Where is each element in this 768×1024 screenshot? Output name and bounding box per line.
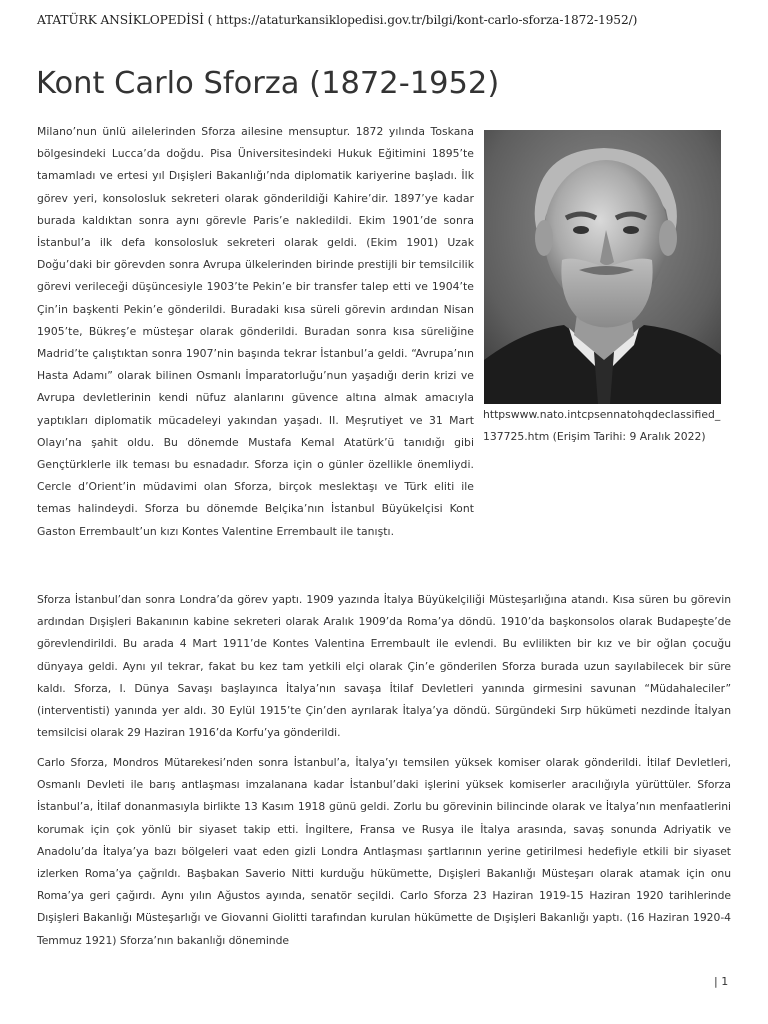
intro-paragraph: Milano’nun ünlü ailelerinden Sforza ailesine mensuptur. 1872 yılında Toskana bölgesindeki Lucca’da doğdu. Pisa Üniversitesindeki Hukuk Eğitimini 1895’te tamamladı ve ertesi yıl Dışişleri Bakanlığı’nda diplomatik kariyerine başladı. İlk görev yeri, konsolosluk sekreteri olarak gönderildiği Kahire’dir. 1897’ye kadar burada kaldıktan sonra aynı görevle Paris’e nakledildi. Ekim 1901’de sonra İstanbul’a ilk defa konsolosluk sekreteri olarak geldi. (Ekim 1901) Uzak Doğu’daki bir görevden sonra Avrupa ülkelerinden birinde prestijli bir temsilcilik görevi verileceği düşüncesiyle 1903’te Pekin’e bir transfer talep etti ve 1904’te Çin’in başkenti Pekin’e gönderildi. Buradaki kısa süreli görevin ardından Nisan 1905’te, Bükreş’e müsteşar olarak gönderildi. Buradan sonra kısa süreliğine Madrid’te çalıştıktan sonra 1907’nin başında tekrar İstanbul’a geldi. “Avrupa’nın Hasta Adamı” olarak bilinen Osmanlı İmparatorluğu’nun yaşadığı derin krizi ve Avrupa devletlerinin kendi nüfuz alanlarını güvence altına almak amacıyla yaptıkları diplomatik mücadeleyi yakından yaşadı. II. Meşrutiyet ve 31 Mart Olayı’na şahit oldu. Bu dönemde Mustafa Kemal Atatürk’ü tanıdığı gibi Gençtürklerle ilk teması bu esnadadır. Sforza için o günler özellikle önemliydi. Cercle d’Orient’in müdavimi olan Sforza, birçok meslektaşı ve Türk eliti ile temas halindeydi. Sforza bu dönemde Belçika’nın İstanbul Büyükelçisi Kont Gaston Errembault’un kızı Kontes Valentine Errembault ile tanıştı. [37, 125, 474, 538]
body-paragraph-1: Sforza İstanbul’dan sonra Londra’da görev yaptı. 1909 yazında İtalya Büyükelçiliği Müsteşarlığına atandı. Kısa süren bu görevin ardından Dışişleri Bakanının kabine sekreteri olarak Aralık 1909’da Roma’ya döndü. 1910’da başkonsolos olarak Budapeşte’de görevlendirildi. Bu arada 4 Mart 1911’de Kontes Valentina Errembault ile evlendi. Bu evlilikten bir kız ve bir oğlan çocuğu dünyaya geldi. Aynı yıl tekrar, fakat bu kez tam yetkili elçi olarak Çin’e gönderilen Sforza burada uzun sayılabilecek bir süre kaldı. Sforza, I. Dünya Savaşı başlayınca İtalya’nın savaşa İtilaf Devletleri yanında girmesini savunan “Müdahaleciler” (interventisti) yanında yer aldı. 30 Eylül 1915’te Çin’den ayrılarak İtalya’ya döndü. Sürgündeki Sırp hükümeti nezdinde İtalyan temsilcisi olarak 29 Haziran 1916’da Korfu’ya gönderildi. [37, 593, 731, 740]
page-title: Kont Carlo Sforza (1872-1952) [36, 66, 500, 101]
page-number: | 1 [714, 975, 729, 988]
source-header: ATATÜRK ANSİKLOPEDİSİ ( https://ataturkansiklopedisi.gov.tr/bilgi/kont-carlo-sforza-1872-1952/) [37, 13, 638, 27]
portrait-photo [484, 130, 721, 404]
body-paragraph-2: Carlo Sforza, Mondros Mütarekesi’nden sonra İstanbul’a, İtalya’yı temsilen yüksek komiser olarak gönderildi. İtilaf Devletleri, Osmanlı Devleti ile barış antlaşması imzalanana kadar İstanbul’daki işlerini yüksek komiserler aracılığıyla yürüttüler. Sforza İstanbul’a, İtilaf donanmasıyla birlikte 13 Kasım 1918 günü geldi. Zorlu bu görevinin bilincinde olarak ve İtalya’nın menfaatlerini korumak için çok yönlü bir siyaset takip etti. İngiltere, Fransa ve Rusya ile İtalya arasında, savaş sonunda Adriyatik ve Anadolu’da İtalya’ya bazı bölgeleri vaat eden gizli Londra Antlaşması şartlarının yerine getirilmesi hedefiyle etkili bir siyaset izlerken Roma’ya çağrıldı. Başbakan Saverio Nitti kurduğu hükümette, Dışişleri Bakanlığı Müsteşarı olarak atamak için onu Roma’ya geri çağırdı. Aynı yılın Ağustos ayında, senatör seçildi. Carlo Sforza 23 Haziran 1919-15 Haziran 1920 tarihlerinde Dışişleri Bakanlığı Müsteşarlığı ve Giovanni Giolitti tarafından kurulan hükümette de Dışişleri Bakanlığı yaptı. (16 Haziran 1920-4 Temmuz 1921) Sforza’nın bakanlığı döneminde [37, 756, 731, 947]
photo-caption: httpswww.nato.intcpsennatohqdeclassified_137725.htm (Erişim Tarihi: 9 Aralık 2022) [483, 408, 721, 444]
